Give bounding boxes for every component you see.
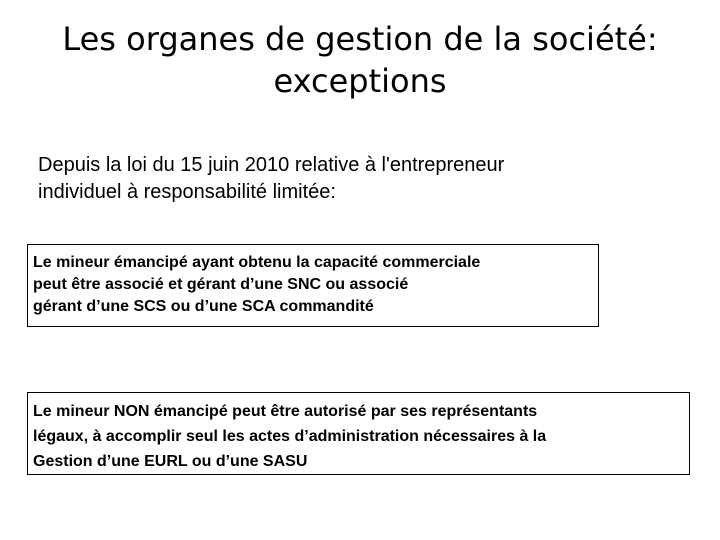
emancipated-minor-line-1: Le mineur émancipé ayant obtenu la capacité commerciale — [33, 254, 481, 271]
slide-title-line-1: Les organes de gestion de la société: — [62, 20, 658, 58]
slide-title-line-2: exceptions — [273, 62, 447, 100]
intro-line-1: Depuis la loi du 15 juin 2010 relative à l'entrepreneur — [38, 154, 505, 176]
slide-title — [40, 18, 680, 102]
emancipated-minor-box — [27, 244, 599, 327]
intro-line-2: individuel à responsabilité limitée: — [38, 181, 336, 203]
non-emancipated-minor-box — [27, 392, 690, 475]
non-emancipated-minor-line-2: légaux, à accomplir seul les actes d’administration nécessaires à la — [33, 428, 547, 445]
non-emancipated-minor-line-3: Gestion d’une EURL ou d’une SASU — [33, 453, 308, 470]
emancipated-minor-line-2: peut être associé et gérant d’une SNC ou associé — [33, 276, 409, 293]
emancipated-minor-line-3: gérant d’une SCS ou d’une SCA commandité — [33, 298, 374, 315]
intro-paragraph — [38, 152, 658, 206]
non-emancipated-minor-line-1: Le mineur NON émancipé peut être autorisé par ses représentants — [33, 403, 538, 420]
